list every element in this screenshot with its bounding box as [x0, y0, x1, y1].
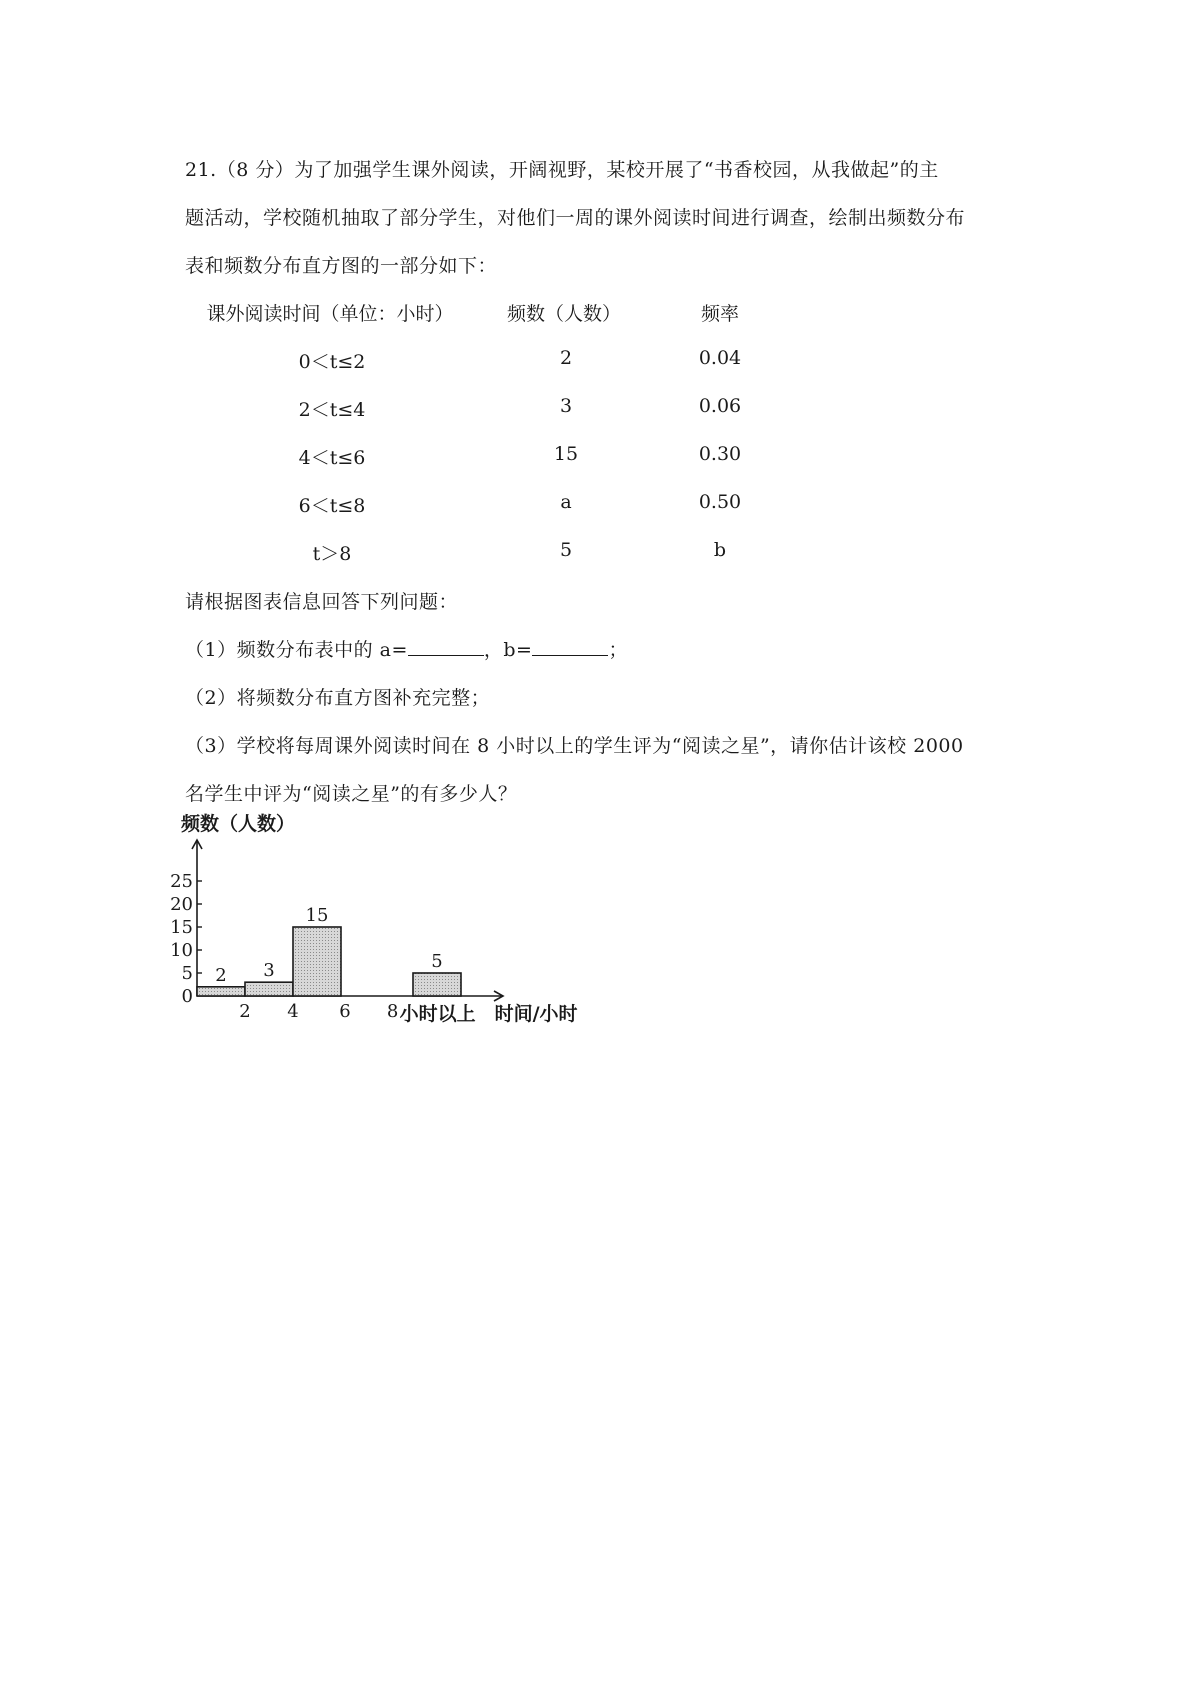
histogram-svg: [170, 808, 615, 1028]
histogram-bar: [245, 982, 293, 996]
question-line-1: 21.（8 分）为了加强学生课外阅读，开阔视野，某校开展了“书香校园，从我做起”的主: [185, 159, 939, 181]
sub1-prefix: （1）频数分布表中的 a=: [185, 639, 408, 661]
prompt-text: 请根据图表信息回答下列问题：: [185, 591, 459, 613]
table-cell: 4＜t≤6: [298, 447, 366, 469]
table-cell: b: [713, 539, 727, 561]
question-line-3: 表和频数分布直方图的一部分如下：: [185, 255, 498, 277]
sub-question-3-line-1: （3）学校将每周课外阅读时间在 8 小时以上的学生评为“阅读之星”，请你估计该校 2000: [185, 735, 964, 757]
table-cell: 2＜t≤4: [298, 399, 366, 421]
table-cell: a: [560, 491, 572, 513]
y-tick-label: 20: [170, 894, 193, 915]
histogram-bar: [413, 973, 461, 996]
bar-value-label: 2: [215, 964, 227, 986]
sub1-middle: ，b=: [483, 639, 533, 661]
x-axis-ticks: [239, 1001, 398, 1022]
sub-question-3-line-2: 名学生中评为“阅读之星”的有多少人？: [185, 783, 518, 805]
table-cell: 15: [553, 443, 579, 465]
y-tick-label: 15: [170, 917, 193, 938]
table-cell: 0.50: [698, 491, 742, 513]
bar-value-label: 5: [431, 951, 443, 972]
table-cell: 0.06: [698, 395, 742, 417]
table-cell: 2: [559, 347, 573, 369]
sub1-suffix: ；: [608, 639, 628, 661]
x-tick-label: 8: [386, 1001, 399, 1022]
table-cell: 6＜t≤8: [298, 495, 366, 517]
table-cell: 3: [559, 395, 573, 417]
question-line-2: 题活动，学校随机抽取了部分学生，对他们一周的课外阅读时间进行调查，绘制出频数分布: [185, 207, 966, 229]
table-header-rate: 频率: [700, 303, 740, 325]
answer-blank-b[interactable]: [532, 637, 608, 656]
histogram-chart: [170, 808, 615, 1028]
x-tick-label: 6: [339, 1001, 351, 1022]
sub-question-2: （2）将频数分布直方图补充完整；: [185, 687, 491, 709]
table-cell: 5: [559, 539, 573, 561]
y-tick-label: 0: [181, 986, 193, 1007]
x-tick-extra-label: 小时以上: [399, 1003, 476, 1025]
histogram-bar: [293, 927, 341, 996]
bar-value-label: 15: [305, 905, 329, 926]
y-tick-label: 25: [170, 871, 193, 892]
table-cell: t＞8: [312, 543, 352, 565]
chart-title: 频数（人数）: [181, 813, 296, 835]
table-cell: 0.30: [698, 443, 742, 465]
answer-blank-a[interactable]: [408, 637, 484, 656]
table-header-frequency: 频数（人数）: [506, 303, 622, 325]
bar-value-label: 3: [263, 960, 275, 982]
x-tick-label: 2: [239, 1001, 251, 1022]
x-axis-label: 时间/小时: [494, 1003, 578, 1025]
table-cell: 0.04: [698, 347, 742, 369]
x-tick-label: 4: [287, 1001, 299, 1022]
sub-question-1: [185, 635, 628, 662]
chart-bars: [197, 905, 461, 996]
table-header-time: 课外阅读时间（单位：小时）: [206, 303, 454, 325]
table-cell: 0＜t≤2: [298, 351, 366, 373]
y-tick-label: 10: [170, 940, 193, 961]
y-tick-label: 5: [181, 963, 193, 984]
histogram-bar: [197, 987, 245, 996]
